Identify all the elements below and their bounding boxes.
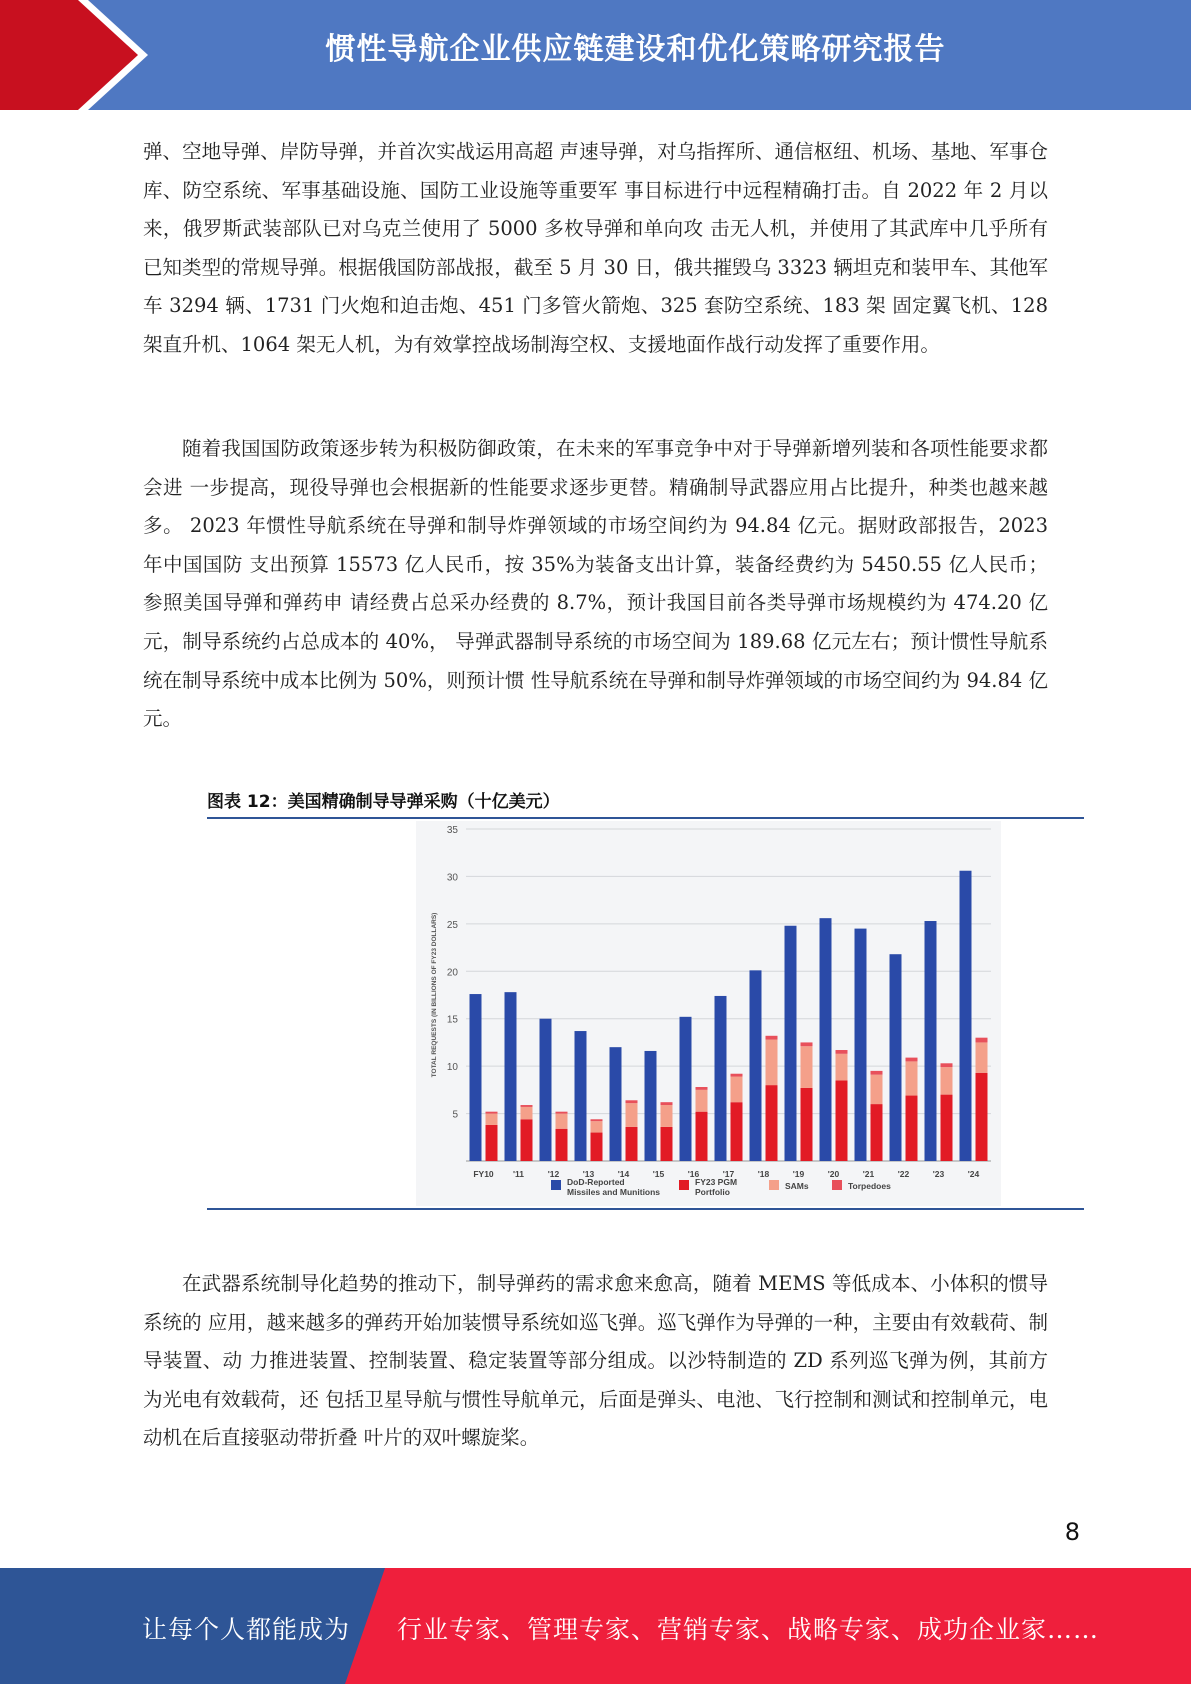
legend-label: DoD-Reported	[567, 1177, 625, 1187]
legend-label: Missiles and Munitions	[567, 1187, 661, 1197]
bar-sams-6	[696, 1090, 708, 1112]
legend-label: Torpedoes	[848, 1181, 891, 1191]
x-tick-label: '20	[827, 1169, 840, 1179]
bar-dod-5	[645, 1051, 657, 1161]
x-tick-label: '24	[967, 1169, 980, 1179]
bar-pgm-7	[731, 1102, 743, 1161]
bar-torpedoes-3	[591, 1119, 603, 1121]
bar-torpedoes-4	[626, 1100, 638, 1103]
bar-pgm-4	[626, 1127, 638, 1161]
y-tick-label: 25	[446, 919, 458, 931]
bar-torpedoes-13	[941, 1063, 953, 1067]
bar-dod-1	[505, 992, 517, 1161]
bar-torpedoes-9	[801, 1042, 813, 1046]
bar-torpedoes-5	[661, 1102, 673, 1105]
bar-torpedoes-0	[486, 1112, 498, 1114]
bar-torpedoes-10	[836, 1050, 848, 1054]
bar-sams-10	[836, 1054, 848, 1081]
bar-sams-1	[521, 1107, 533, 1119]
y-tick-label: 10	[446, 1062, 458, 1074]
bar-pgm-2	[556, 1129, 568, 1161]
bar-torpedoes-8	[766, 1036, 778, 1040]
bar-pgm-13	[941, 1095, 953, 1161]
paragraph-2: 随着我国国防政策逐步转为积极防御政策，在未来的军事竞争中对于导弹新增列装和各项性能要求都会进 一步提高，现役导弹也会根据新的性能要求逐步更替。精确制导武器应用占比提升，种类也越来越多。 2023 年惯性导航系统在导弹和制导炸弹领域的市场空间约为 94.84 亿元。据财政部报告，2023 年中国国防 支出预算 15573 亿人民币，按 35%为装备支出计算，装备经费约为 5450.55 亿人民币；参照美国导弹和弹药申 请经费占总采办经费的 8.7%，预计我国目前各类导弹市场规模约为 474.20 亿元，制导系统约占总成本的 40%， 导弹武器制导系统的市场空间为 189.68 亿元左右；预计惯性导航系统在制导系统中成本比例为 50%，则预计惯 性导航系统在导弹和制导炸弹领域的市场空间约为 94.84 亿元。	[143, 437, 1048, 731]
document-title: 惯性导航企业供应链建设和优化策略研究报告	[325, 32, 946, 67]
bar-dod-2	[540, 1019, 552, 1161]
legend-label: FY23 PGM	[695, 1177, 738, 1187]
page-footer	[0, 1568, 1191, 1684]
bar-torpedoes-12	[906, 1058, 918, 1062]
legend-swatch-1	[679, 1180, 689, 1190]
bar-torpedoes-2	[556, 1112, 568, 1114]
bar-dod-10	[820, 918, 832, 1161]
bar-sams-14	[976, 1042, 988, 1072]
bar-sams-7	[731, 1077, 743, 1103]
bar-dod-4	[610, 1047, 622, 1161]
x-tick-label: '23	[932, 1169, 945, 1179]
footer-slogan-left: 让每个人都能成为	[142, 1615, 351, 1644]
bar-pgm-0	[486, 1125, 498, 1161]
bar-dod-12	[890, 954, 902, 1161]
y-tick-label: 35	[446, 825, 458, 836]
bar-dod-8	[750, 970, 762, 1161]
x-tick-label: '21	[862, 1169, 875, 1179]
bar-dod-14	[960, 871, 972, 1161]
bar-sams-11	[871, 1075, 883, 1104]
legend-label: SAMs	[785, 1181, 809, 1191]
bar-chart	[416, 821, 1001, 1206]
bar-dod-7	[715, 996, 727, 1161]
x-tick-label: '19	[792, 1169, 805, 1179]
x-tick-label: '22	[897, 1169, 910, 1179]
bar-dod-11	[855, 929, 867, 1161]
x-tick-label: '12	[547, 1169, 560, 1179]
x-tick-label: '18	[757, 1169, 770, 1179]
y-axis-label: TOTAL REQUESTS (IN BILLIONS OF FY23 DOLLARS)	[431, 912, 438, 1078]
bar-pgm-8	[766, 1085, 778, 1161]
bar-torpedoes-7	[731, 1074, 743, 1077]
bar-dod-3	[575, 1031, 587, 1161]
page-header	[0, 0, 1191, 110]
x-tick-label: '15	[652, 1169, 665, 1179]
figure-caption: 图表 12：美国精确制导导弹采购（十亿美元）	[207, 792, 560, 812]
x-tick-label: '14	[617, 1169, 630, 1179]
bar-pgm-6	[696, 1112, 708, 1161]
paragraph-1: 弹、空地导弹、岸防导弹，并首次实战运用高超 声速导弹，对乌指挥所、通信枢纽、机场、基地、军事仓库、防空系统、军事基础设施、国防工业设施等重要军 事目标进行中远程精确打击。自 2022 年 2 月以来，俄罗斯武装部队已对乌克兰使用了 5000 多枚导弹和单向攻 击无人机，并使用了其武库中几乎所有已知类型的常规导弹。根据俄国防部战报，截至 5 月 30 日，俄共摧毁乌 3323 辆坦克和装甲车、其他军车 3294 辆、1731 门火炮和迫击炮、451 门多管火箭炮、325 套防空系统、183 架 固定翼飞机、128 架直升机、1064 架无人机，为有效掌控战场制海空权、支援地面作战行动发挥了重要作用。	[143, 140, 1048, 356]
bar-torpedoes-14	[976, 1038, 988, 1043]
page-number: 8	[1064, 1518, 1080, 1546]
bar-pgm-5	[661, 1127, 673, 1161]
legend-label: Portfolio	[695, 1187, 730, 1197]
y-tick-label: 20	[446, 967, 458, 979]
legend-swatch-2	[769, 1180, 779, 1190]
chart-canvas	[416, 821, 1001, 1206]
bar-pgm-11	[871, 1104, 883, 1161]
bar-pgm-10	[836, 1080, 848, 1161]
x-tick-label: '13	[582, 1169, 595, 1179]
figure-bottom-rule	[207, 1208, 1084, 1210]
bar-dod-6	[680, 1017, 692, 1161]
bar-pgm-1	[521, 1119, 533, 1161]
bar-sams-2	[556, 1114, 568, 1129]
x-tick-label: '17	[722, 1169, 735, 1179]
y-tick-label: 30	[446, 872, 458, 884]
bar-pgm-14	[976, 1073, 988, 1161]
x-tick-label: FY10	[473, 1169, 494, 1179]
footer-slogan-right: 行业专家、管理专家、营销专家、战略专家、成功企业家……	[397, 1615, 1100, 1644]
bar-pgm-9	[801, 1088, 813, 1161]
bar-dod-13	[925, 921, 937, 1161]
bar-sams-3	[591, 1121, 603, 1132]
y-tick-label: 15	[446, 1014, 458, 1026]
legend-swatch-3	[832, 1180, 842, 1190]
legend-swatch-0	[551, 1180, 561, 1190]
bar-dod-9	[785, 926, 797, 1161]
bar-torpedoes-1	[521, 1105, 533, 1107]
paragraph-3: 在武器系统制导化趋势的推动下，制导弹药的需求愈来愈高，随着 MEMS 等低成本、小体积的惯导系统的 应用，越来越多的弹药开始加装惯导系统如巡飞弹。巡飞弹作为导弹的一种，主要由有效载荷、制导装置、动 力推进装置、控制装置、稳定装置等部分组成。以沙特制造的 ZD 系列巡飞弹为例，其前方为光电有效载荷，还 包括卫星导航与惯性导航单元，后面是弹头、电池、飞行控制和测试和控制单元，电动机在后直接驱动带折叠 叶片的双叶螺旋桨。	[143, 1272, 1048, 1450]
bar-pgm-3	[591, 1133, 603, 1161]
bar-sams-8	[766, 1040, 778, 1086]
bar-sams-9	[801, 1046, 813, 1088]
bar-sams-12	[906, 1061, 918, 1095]
y-tick-label: 5	[452, 1109, 458, 1121]
x-tick-label: '16	[687, 1169, 700, 1179]
bar-dod-0	[470, 994, 482, 1161]
bar-sams-4	[626, 1103, 638, 1127]
bar-sams-5	[661, 1105, 673, 1127]
figure-top-rule	[207, 817, 1084, 819]
bar-torpedoes-6	[696, 1087, 708, 1090]
bar-torpedoes-11	[871, 1071, 883, 1075]
bar-sams-0	[486, 1114, 498, 1125]
bar-sams-13	[941, 1067, 953, 1095]
bar-pgm-12	[906, 1096, 918, 1161]
x-tick-label: '11	[512, 1169, 525, 1179]
